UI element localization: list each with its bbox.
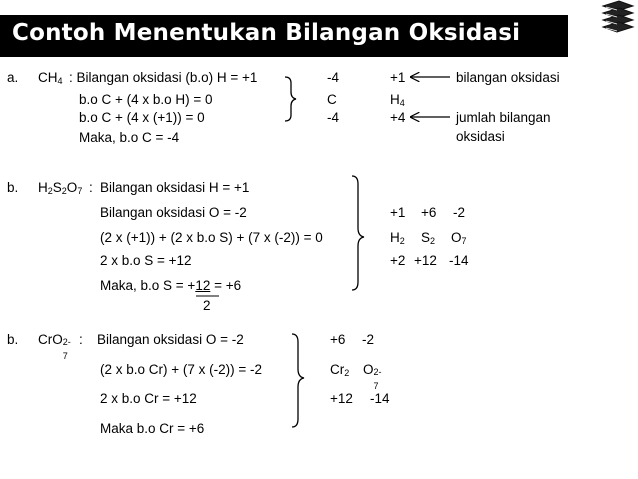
c-element-o: O 2- 7 bbox=[363, 362, 382, 391]
b-bottom-s: +12 bbox=[414, 253, 437, 268]
a-col2-bot: +4 bbox=[390, 110, 406, 125]
section-a-line-3: b.o C + (4 x (+1)) = 0 bbox=[79, 110, 205, 125]
b-top-o: -2 bbox=[453, 205, 466, 220]
section-c-line-4: Maka b.o Cr = +6 bbox=[100, 421, 205, 436]
b-bottom-h: +2 bbox=[390, 253, 406, 268]
section-a-line-4: Maka, b.o C = -4 bbox=[79, 130, 180, 145]
section-c-line-1: Bilangan oksidasi O = -2 bbox=[97, 332, 244, 347]
a-col1-bot: -4 bbox=[327, 110, 340, 125]
slide-title: Contoh Menentukan Bilangan Oksidasi bbox=[12, 20, 521, 46]
b-top-h: +1 bbox=[390, 205, 406, 220]
c-bottom-o: -14 bbox=[370, 391, 390, 406]
a-col1-top: -4 bbox=[327, 70, 340, 85]
a-col2-mid: H4 bbox=[390, 92, 405, 108]
brace-a bbox=[285, 77, 296, 121]
section-b-fraction-denominator: 2 bbox=[203, 298, 211, 313]
section-a-marker: a. bbox=[7, 70, 19, 85]
section-b-line-1: Bilangan oksidasi H = +1 bbox=[100, 180, 250, 195]
c-top-o: -2 bbox=[362, 332, 375, 347]
section-b-line-4: 2 x b.o S = +12 bbox=[100, 253, 192, 268]
b-element-o: O7 bbox=[451, 230, 467, 246]
b-top-s: +6 bbox=[421, 205, 437, 220]
a-col2-top: +1 bbox=[390, 70, 406, 85]
section-c-marker: b. bbox=[7, 332, 19, 347]
c-element-cr: Cr2 bbox=[330, 362, 350, 378]
section-b-line-2: Bilangan oksidasi O = -2 bbox=[100, 205, 247, 220]
section-b-formula: H2S2O7 bbox=[38, 180, 83, 196]
a-col1-mid: C bbox=[327, 92, 337, 107]
brace-b bbox=[352, 176, 364, 290]
section-a-formula: CH4 bbox=[38, 70, 63, 86]
section-c-colon: : bbox=[79, 332, 83, 347]
c-bottom-cr: +12 bbox=[330, 391, 353, 406]
section-c-line-3: 2 x b.o Cr = +12 bbox=[100, 391, 197, 406]
c-top-cr: +6 bbox=[330, 332, 346, 347]
section-b-colon: : bbox=[89, 180, 93, 195]
b-element-s: S2 bbox=[421, 230, 436, 246]
section-b-line-3: (2 x (+1)) + (2 x b.o S) + (7 x (-2)) = 0 bbox=[100, 230, 323, 245]
section-b-line-5: Maka, b.o S = +12 = +6 bbox=[100, 278, 242, 293]
a-label-oxidation-number: bilangan oksidasi bbox=[456, 70, 560, 85]
b-bottom-o: -14 bbox=[449, 253, 469, 268]
section-c-formula: CrO 2- 7 bbox=[38, 332, 71, 361]
section-a-line-1: : Bilangan oksidasi (b.o) H = +1 bbox=[69, 70, 258, 85]
brace-c bbox=[292, 334, 304, 427]
b-element-h: H2 bbox=[390, 230, 405, 246]
section-a-line-2: b.o C + (4 x b.o H) = 0 bbox=[79, 92, 213, 107]
section-c-line-2: (2 x b.o Cr) + (7 x (-2)) = -2 bbox=[100, 362, 263, 377]
a-label-total-line-2: oksidasi bbox=[456, 129, 505, 144]
section-b-marker: b. bbox=[7, 180, 19, 195]
a-label-total-line-1: jumlah bilangan bbox=[456, 110, 551, 125]
